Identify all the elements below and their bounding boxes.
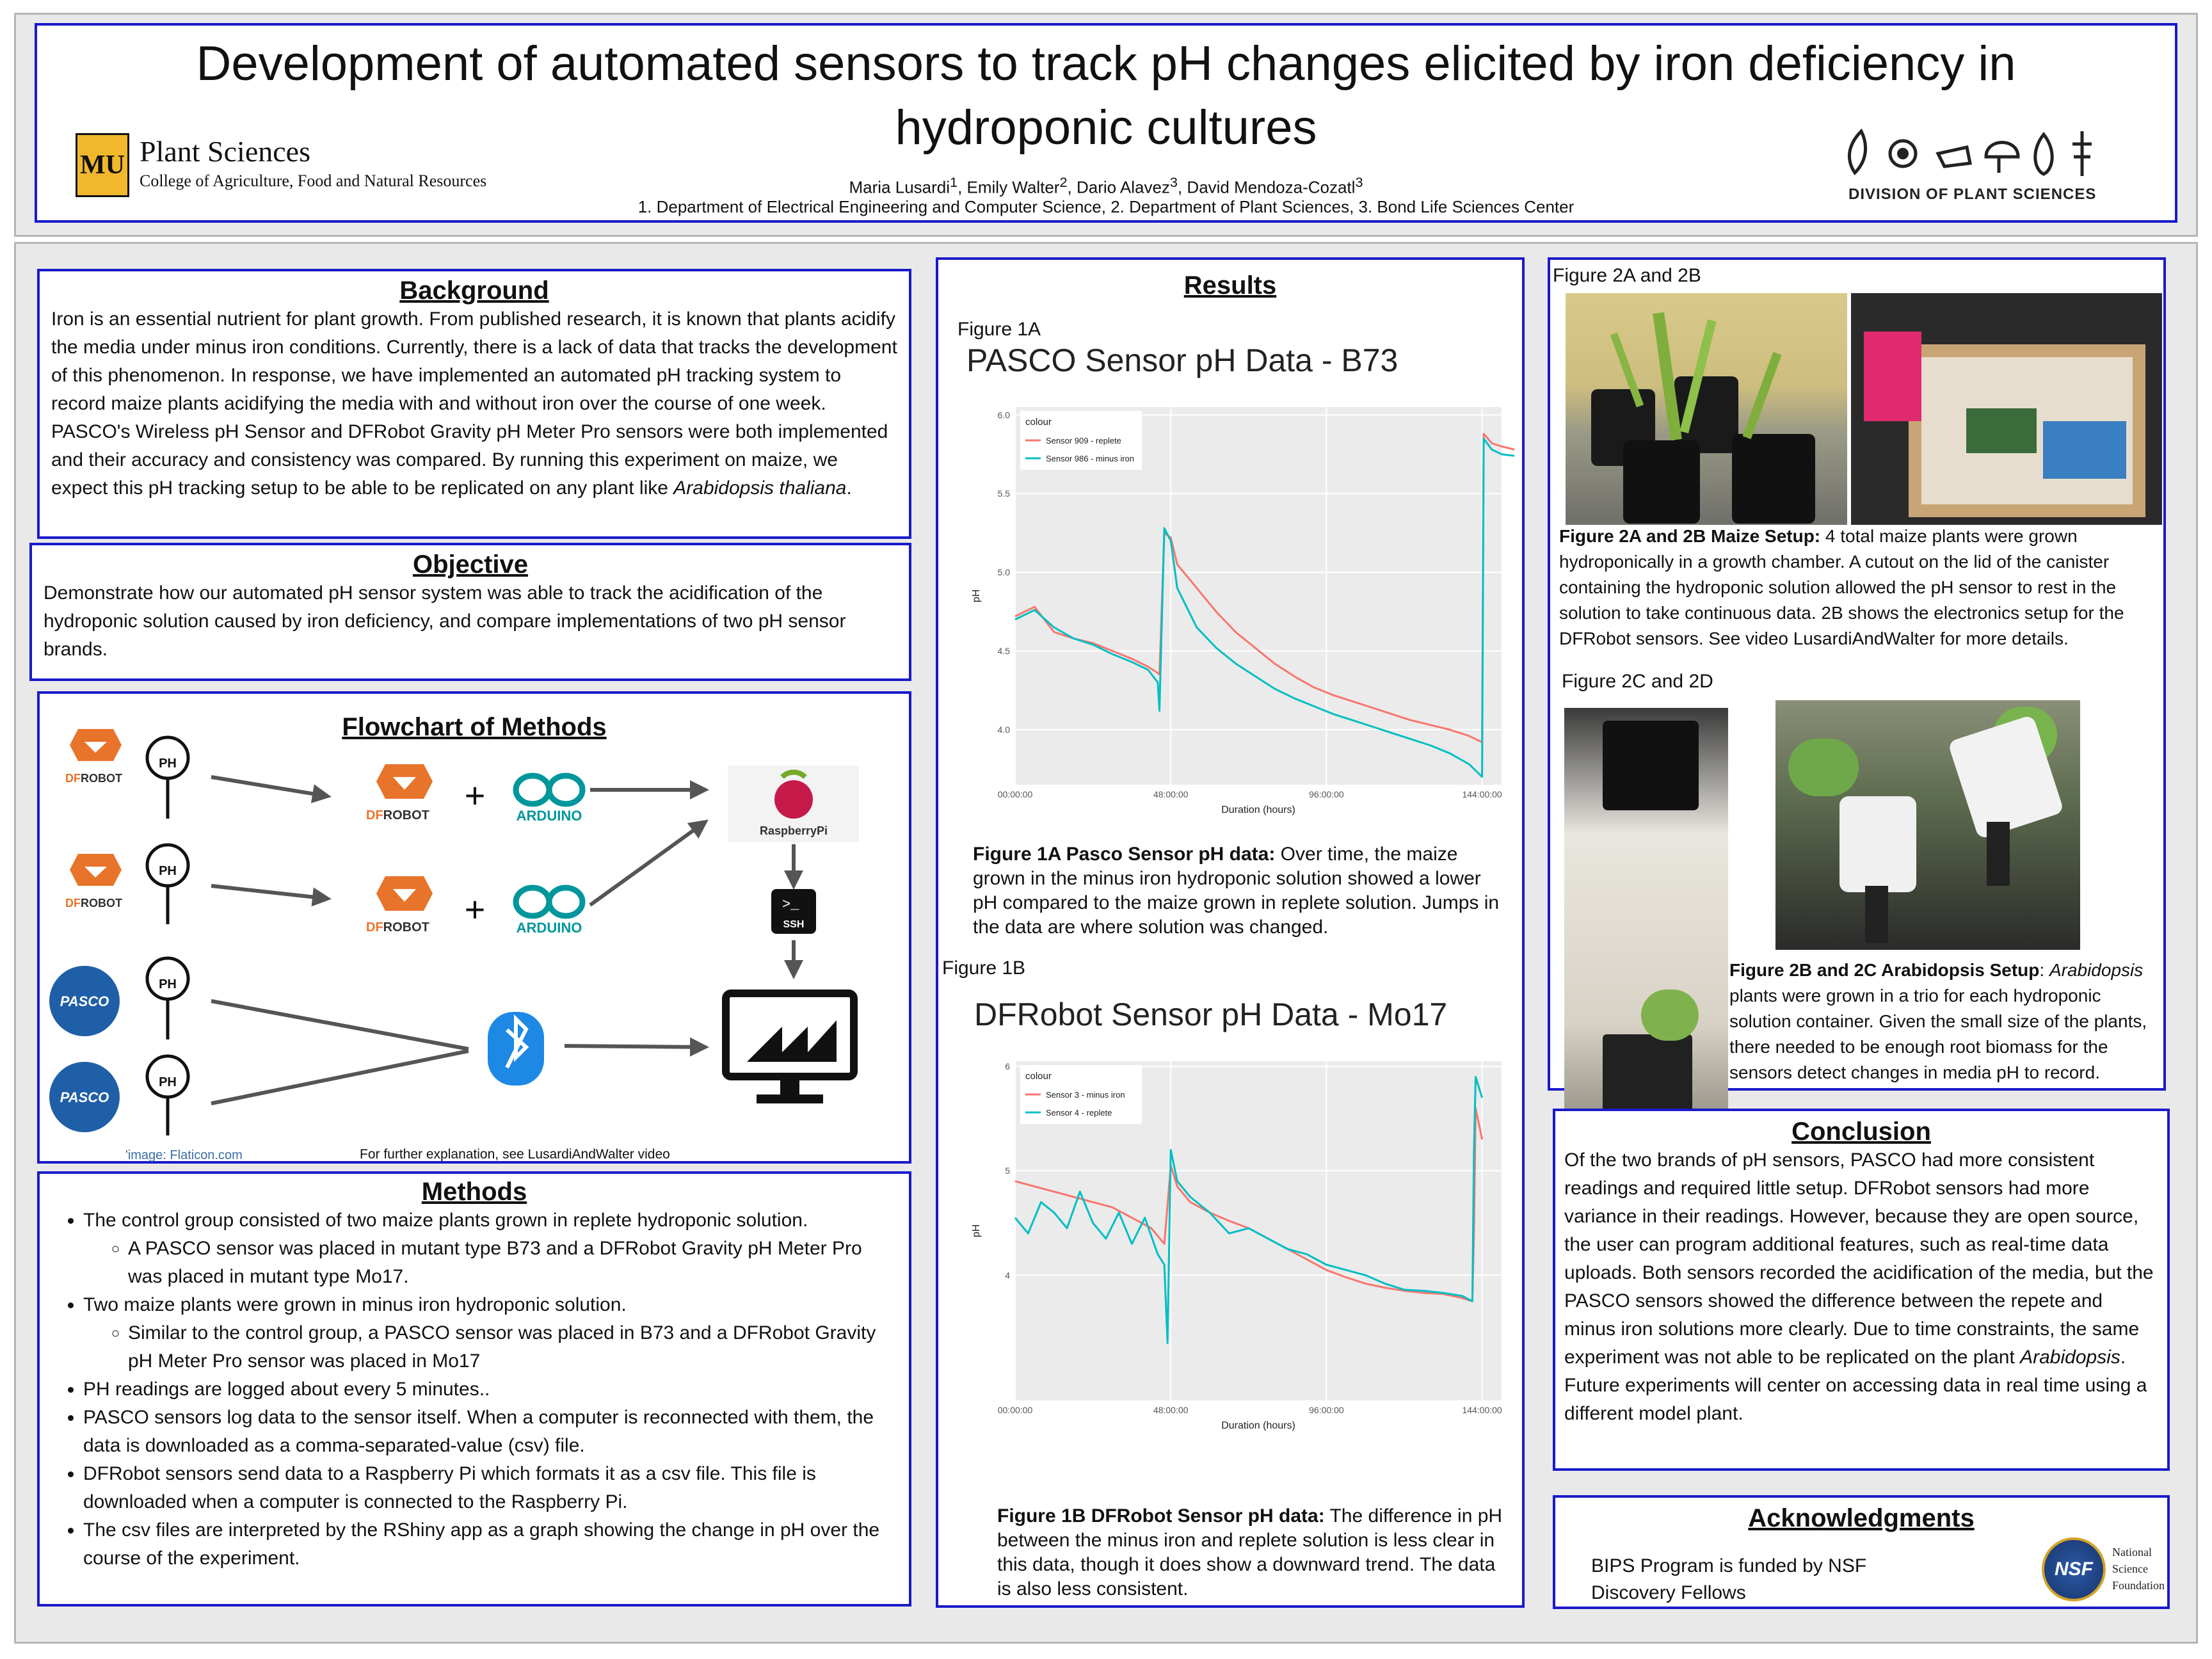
y-tick-label: 4 <box>1005 1270 1010 1281</box>
flowchart-heading: Flowchart of Methods <box>342 713 607 741</box>
legend-label: Sensor 3 - minus iron <box>1046 1090 1125 1100</box>
svg-text:DFROBOT: DFROBOT <box>65 772 122 785</box>
svg-text:PH: PH <box>159 757 177 771</box>
arabidopsis-sensor-photo <box>1775 700 2080 950</box>
methods-list <box>49 1206 900 1573</box>
svg-text:DFROBOT: DFROBOT <box>366 920 429 934</box>
author-4-sup: 3 <box>1355 174 1363 190</box>
methods-item: • DFRobot sensors send data to a Raspberry Pi which formats it as a csv file. This file is downloaded when a computer is connected to the Raspberry Pi. <box>83 1460 900 1516</box>
acknowledgments-section <box>1553 1495 2170 1609</box>
pasco-icon-2 <box>49 1062 120 1132</box>
methods-item: • PH readings are logged about every 5 minutes.. <box>83 1375 900 1404</box>
conclusion-text <box>1564 1146 2158 1428</box>
arrow-ph1-dfrobot <box>211 777 328 796</box>
x-tick-label: 144:00:00 <box>1462 1405 1502 1415</box>
y-axis-label: pH <box>971 1224 982 1238</box>
flowchart-section <box>37 691 911 1164</box>
fig2ab-caption-bold: Figure 2A and 2B Maize Setup: <box>1559 526 1821 546</box>
y-tick-label: 4.0 <box>997 724 1010 735</box>
fig1a-caption-bold: Figure 1A Pasco Sensor pH data: <box>973 844 1276 865</box>
legend-label: Sensor 4 - replete <box>1046 1108 1112 1118</box>
x-tick-label: 00:00:00 <box>997 1405 1033 1415</box>
author-4: David Mendoza-Cozatl <box>1187 177 1356 197</box>
y-tick-label: 6.0 <box>997 410 1010 421</box>
mu-logo-mark: MU <box>80 150 125 180</box>
fig1b-title: DFRobot Sensor pH Data - Mo17 <box>974 997 1448 1032</box>
x-tick-label: 48:00:00 <box>1153 1405 1189 1415</box>
line-pasco2-bluetooth <box>211 1051 469 1103</box>
y-tick-label: 5 <box>1005 1166 1010 1176</box>
author-3-sup: 3 <box>1169 174 1178 190</box>
fig2cd-label: Figure 2C and 2D <box>1562 671 1713 692</box>
svg-text:PH: PH <box>159 864 177 878</box>
svg-text:PASCO: PASCO <box>60 993 109 1009</box>
title-line-2: hydroponic cultures <box>895 100 1317 155</box>
division-icons <box>1842 128 2098 179</box>
arduino-icon-1 <box>516 776 582 804</box>
corn-icon <box>2035 134 2052 174</box>
dfrobot-icon-1 <box>65 729 122 785</box>
fig1b-caption-text: The difference in pH between the minus iron and replete solution is less clear in this data, though it does show a downward trend. The data is also less consistent. <box>997 1505 1503 1599</box>
results-heading: Results <box>1183 271 1277 300</box>
pasco-icon-1 <box>49 966 120 1036</box>
fig2cd-caption <box>1729 958 2165 1086</box>
methods-item: • The csv files are interpreted by the RShiny app as a graph showing the change in pH over the course of the experiment. <box>83 1516 900 1573</box>
methods-subitem: ◦ Similar to the control group, a PASCO sensor was placed in B73 and a DFRobot Gravity pH Meter Pro sensor was placed in Mo17 <box>128 1319 900 1375</box>
svg-text:PASCO: PASCO <box>60 1089 109 1105</box>
affiliations: 1. Department of Electrical Engineering and Computer Science, 2. Department of Plant Sciences, 3. Bond Life Sciences Center <box>637 197 1575 216</box>
bluetooth-icon <box>488 1012 544 1086</box>
methods-item: • The control group consisted of two maize plants grown in replete hydroponic solution. ◦ A PASCO sensor was placed in mutant type B73 and a DFRobot Gravity pH Meter Pro was placed in mutant type Mo17. <box>83 1206 900 1291</box>
division-icons-svg <box>1842 128 2098 179</box>
dfrobot-icon-3 <box>366 764 433 822</box>
raspberry-pi-icon <box>728 765 859 842</box>
monitor-icon <box>726 993 854 1103</box>
ph-probe-icon-3 <box>147 958 188 1039</box>
x-tick-label: 96:00:00 <box>1309 789 1344 799</box>
authors-line: Maria Lusardi$^1$, Emily Walter$^2$, Dario Alavez$^3$, David Mendoza-Cozatl$^3$ <box>849 174 1363 197</box>
conclusion-text-main: Of the two brands of pH sensors, PASCO had more consistent readings and required little setup. DFRobot sensors had more variance in their readings. However, because they are open source, the user can program additional features, such as real-time data uploads. Both sensors recorded the acidification of the media, but the PASCO sensors showed the difference between the repete and minus iron solutions more clearly. Due to time constraints, the same experiment was not able to be replicated on the plant <box>1564 1150 2154 1368</box>
conclusion-heading: Conclusion <box>1791 1118 1931 1146</box>
x-tick-label: 48:00:00 <box>1153 789 1189 799</box>
svg-text:PH: PH <box>159 1075 177 1089</box>
fig1b-label: Figure 1B <box>942 958 1026 979</box>
ph-probe-icon-2 <box>147 845 188 924</box>
svg-text:DFROBOT: DFROBOT <box>65 897 122 910</box>
fig1a-title: PASCO Sensor pH Data - B73 <box>966 342 1399 378</box>
nsf-logo-mark: NSF <box>2055 1559 2093 1580</box>
acknowledgments-text: BIPS Program is funded by NSF Discovery Fellows <box>1591 1555 1867 1603</box>
mushroom-icon <box>1986 143 2018 173</box>
legend-label: Sensor 909 - replete <box>1046 436 1121 445</box>
acknowledgments-heading: Acknowledgments <box>1748 1504 1975 1532</box>
fig2ab-caption <box>1559 524 2161 652</box>
svg-text:DFROBOT: DFROBOT <box>366 808 429 822</box>
plant-icon <box>2072 131 2092 176</box>
y-tick-label: 5.0 <box>997 567 1010 578</box>
arrow-bluetooth-monitor <box>565 1046 705 1047</box>
background-text-main: Iron is an essential nutrient for plant growth. From published research, it is known that plants acidify the media under minus iron conditions. Currently, there is a lack of data that tracks the development of this phenomenon. In response, we have implemented an automated pH tracking system to record maize plants acidifying the media with and without iron over the course of one week. PASCO's Wireless pH Sensor and DFRobot Gravity pH Meter Pro sensors were both implemented and their accuracy and consistency was compared. By running this experiment on maize, we expect this pH tracking setup to be able to be replicated on any plant like <box>51 309 897 499</box>
x-tick-label: 144:00:00 <box>1462 789 1502 799</box>
svg-text:PH: PH <box>159 977 177 991</box>
fig1b-caption <box>997 1504 1503 1601</box>
conclusion-section <box>1553 1109 2170 1471</box>
fig2cd-caption-colon: : <box>2039 960 2049 980</box>
nsf-logo <box>2042 1537 2106 1601</box>
legend-label: Sensor 986 - minus iron <box>1046 454 1135 463</box>
y-tick-label: 6 <box>1005 1061 1010 1072</box>
svg-text:SSH: SSH <box>783 919 805 930</box>
plant-sciences-logo-name: Plant Sciences <box>140 135 310 168</box>
maize-plants-photo <box>1566 293 1847 525</box>
background-section <box>37 269 911 539</box>
author-2-sup: 2 <box>1059 174 1068 190</box>
objective-text: Demonstrate how our automated pH sensor system was able to track the acidification of the hydroponic solution caused by iron deficiency, and compare implementations of two pH sensor brands. <box>44 582 846 660</box>
pasco-ph-chart <box>964 394 1514 836</box>
author-1-sup: 1 <box>950 174 958 190</box>
dfrobot-icon-2 <box>65 854 122 910</box>
fig2cd-caption-bold: Figure 2B and 2C Arabidopsis Setup <box>1729 960 2040 980</box>
legend-title: colour <box>1025 1071 1052 1082</box>
background-text-italic: Arabidopsis thaliana <box>673 477 847 499</box>
flowchart-credit: 'image: Flaticon.com <box>125 1148 243 1162</box>
x-axis-label: Duration (hours) <box>1221 1420 1295 1431</box>
x-axis-label: Duration (hours) <box>1221 805 1295 815</box>
fig2cd-caption-italic: Arabidopsis <box>2049 960 2144 980</box>
author-3: Dario Alavez <box>1076 177 1170 197</box>
conclusion-text-end: . Future experiments will center on accessing data in real time using a different model plant. <box>1564 1347 2147 1424</box>
dfrobot-icon-4 <box>366 876 433 934</box>
author-1: Maria Lusardi <box>849 177 950 197</box>
svg-text:>_: >_ <box>782 897 799 913</box>
background-text-end: . <box>846 477 852 499</box>
fig2ab-caption-text: 4 total maize plants were grown hydroponically in a growth chamber. A cutout on the lid of the canister containing the hydroponic solution allowed the pH sensor to rest in the solution to take continuous data. 2B shows the electronics setup for the DFRobot sensors. See video LusardiAndWalter for more details. <box>1559 526 2124 648</box>
x-tick-label: 00:00:00 <box>997 789 1033 799</box>
methods-heading: Methods <box>421 1178 527 1206</box>
conclusion-text-italic: Arabidopsis <box>2020 1347 2120 1368</box>
y-axis-label: pH <box>971 589 982 603</box>
methods-section <box>37 1171 911 1607</box>
title-line-1: Development of automated sensors to track pH changes elicited by iron deficiency in <box>196 36 2016 91</box>
methods-item: • PASCO sensors log data to the sensor itself. When a computer is reconnected with them, the data is downloaded as a comma-separated-value (csv) file. <box>83 1404 900 1460</box>
methods-item: • Two maize plants were grown in minus iron hydroponic solution. ◦ Similar to the control group, a PASCO sensor was placed in B73 and a DFRobot Gravity pH Meter Pro sensor was placed in Mo17 <box>83 1291 900 1375</box>
plant-sciences-logo-sub: College of Agriculture, Food and Natural Resources <box>140 172 487 190</box>
line-pasco1-bluetooth <box>211 1001 469 1049</box>
legend-title: colour <box>1025 417 1052 428</box>
fig2cd-caption-text: plants were grown in a trio for each hydroponic solution container. Given the small size of the plants, there needed to be enough root biomass for the sensors detect changes in media pH to record. <box>1729 986 2147 1082</box>
flowchart-diagram <box>40 694 909 1161</box>
methods-sublist <box>83 1319 900 1375</box>
ph-probe-icon-4 <box>147 1056 188 1135</box>
methods-subitem: ◦ A PASCO sensor was placed in mutant type B73 and a DFRobot Gravity pH Meter Pro was placed in mutant type Mo17. <box>128 1235 900 1291</box>
mu-logo <box>76 133 129 197</box>
author-2: Emily Walter <box>966 177 1060 197</box>
y-tick-label: 4.5 <box>997 646 1010 657</box>
bee-icon <box>1938 147 1970 166</box>
flowchart-note: For further explanation, see LusardiAndWalter video <box>360 1147 670 1162</box>
methods-sublist <box>83 1235 900 1291</box>
arduino-icon-2 <box>516 888 582 916</box>
ph-probe-icon-1 <box>147 737 188 819</box>
fig1b-caption-bold: Figure 1B DFRobot Sensor pH data: <box>997 1505 1325 1527</box>
fig1a-caption <box>973 842 1511 940</box>
x-tick-label: 96:00:00 <box>1309 1405 1344 1415</box>
electronics-setup-photo <box>1851 293 2162 525</box>
figure2-section <box>1548 257 2166 1091</box>
y-tick-label: 5.5 <box>997 488 1010 499</box>
background-text <box>51 305 897 502</box>
header-box <box>35 23 2177 223</box>
svg-text:RaspberryPi: RaspberryPi <box>759 824 828 837</box>
ssh-icon <box>771 889 816 934</box>
svg-text:ARDUINO: ARDUINO <box>516 808 582 824</box>
fig2ab-label: Figure 2A and 2B <box>1553 265 1701 286</box>
fig1a-label: Figure 1A <box>958 319 1041 340</box>
leaf-icon <box>1849 131 1865 173</box>
arrow-ph2-dfrobot <box>211 886 328 899</box>
svg-text:ARDUINO: ARDUINO <box>516 920 582 936</box>
arrow-arduino2-pi <box>590 822 705 905</box>
fig1a-caption-text: Over time, the maize grown in the minus iron hydroponic solution showed a lower pH compared to the maize grown in replete solution. Jumps in the data are where solution was changed. <box>973 844 1500 938</box>
objective-heading: Objective <box>412 550 529 579</box>
division-logo-text: DIVISION OF PLANT SCIENCES <box>1848 186 2097 203</box>
plus-sign-2: + <box>464 889 486 929</box>
nsf-logo-name: National Science Foundation <box>2112 1546 2165 1592</box>
objective-section <box>29 543 911 681</box>
background-heading: Background <box>399 276 549 305</box>
plus-sign-1: + <box>464 775 486 815</box>
results-section <box>936 257 1525 1608</box>
dfrobot-ph-chart <box>964 1048 1514 1452</box>
